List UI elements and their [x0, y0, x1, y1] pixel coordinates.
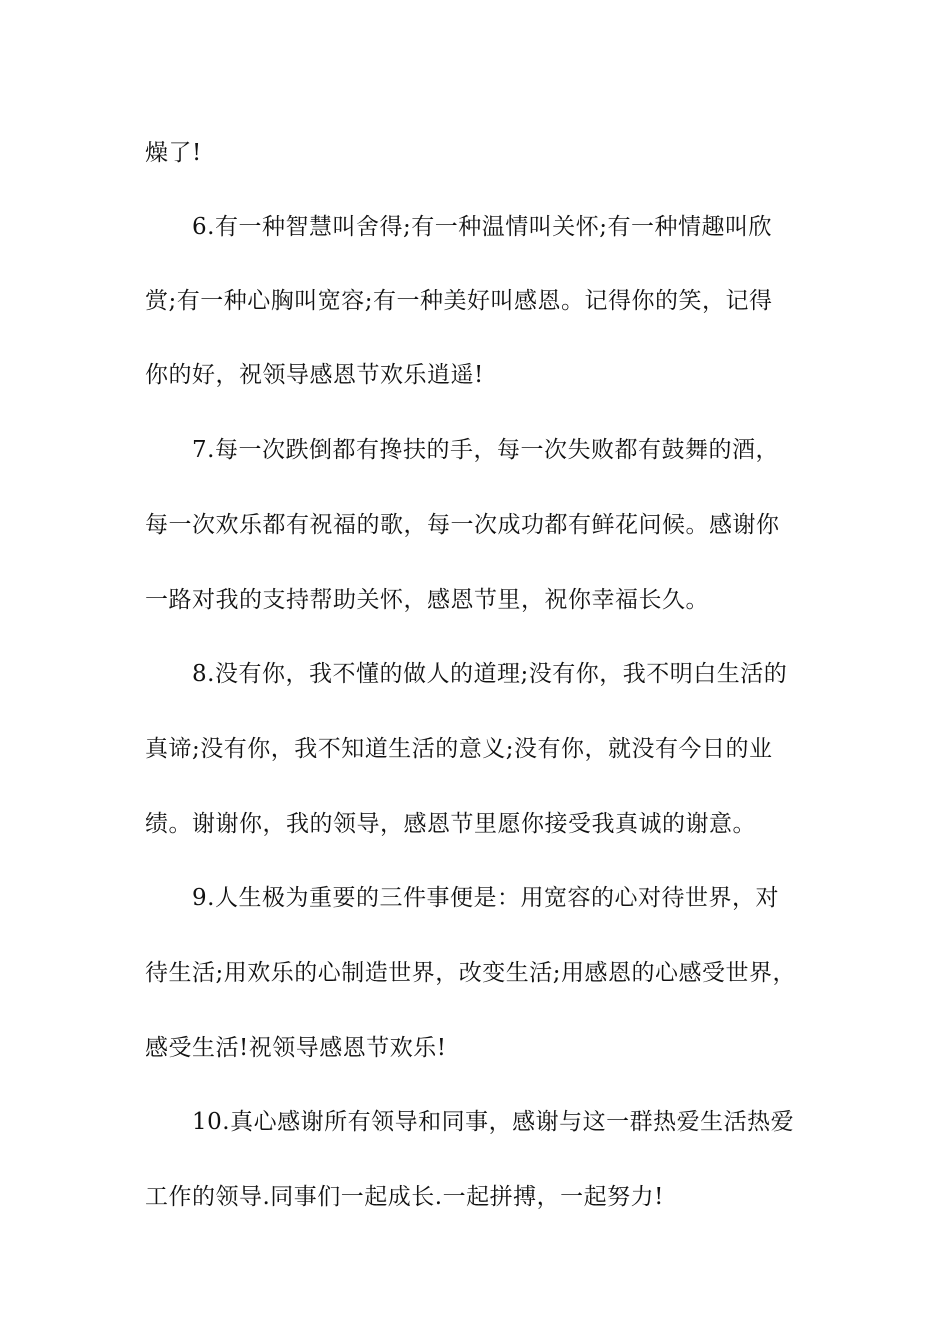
- paragraph-7-line: 7.每一次跌倒都有搀扶的手，每一次失败都有鼓舞的酒，: [192, 437, 779, 463]
- text-line: 你的好，祝领导感恩节欢乐逍遥!: [145, 362, 484, 388]
- text-line: 一路对我的支持帮助关怀，感恩节里，祝你幸福长久。: [145, 587, 709, 613]
- text-line: 真谛;没有你，我不知道生活的意义;没有你，就没有今日的业: [145, 736, 773, 762]
- text-line: 感受生活!祝领导感恩节欢乐!: [145, 1035, 447, 1061]
- text-line: 绩。谢谢你，我的领导，感恩节里愿你接受我真诚的谢意。: [145, 811, 756, 837]
- paragraph-6-line: 6.有一种智慧叫舍得;有一种温情叫关怀;有一种情趣叫欣: [192, 214, 772, 240]
- paragraph-10-line: 10.真心感谢所有领导和同事，感谢与这一群热爱生活热爱: [192, 1109, 795, 1135]
- text-line: 燥了!: [145, 140, 202, 166]
- paragraph-9-line: 9.人生极为重要的三件事便是：用宽容的心对待世界，对: [192, 885, 779, 911]
- text-line: 待生活;用欢乐的心制造世界，改变生活;用感恩的心感受世界，: [145, 960, 796, 986]
- text-line: 每一次欢乐都有祝福的歌，每一次成功都有鲜花问候。感谢你: [145, 512, 780, 538]
- text-line: 赏;有一种心胸叫宽容;有一种美好叫感恩。记得你的笑，记得: [145, 288, 773, 314]
- text-line: 工作的领导.同事们一起成长.一起拼搏，一起努力!: [145, 1184, 664, 1210]
- paragraph-8-line: 8.没有你，我不懂的做人的道理;没有你，我不明白生活的: [192, 661, 788, 687]
